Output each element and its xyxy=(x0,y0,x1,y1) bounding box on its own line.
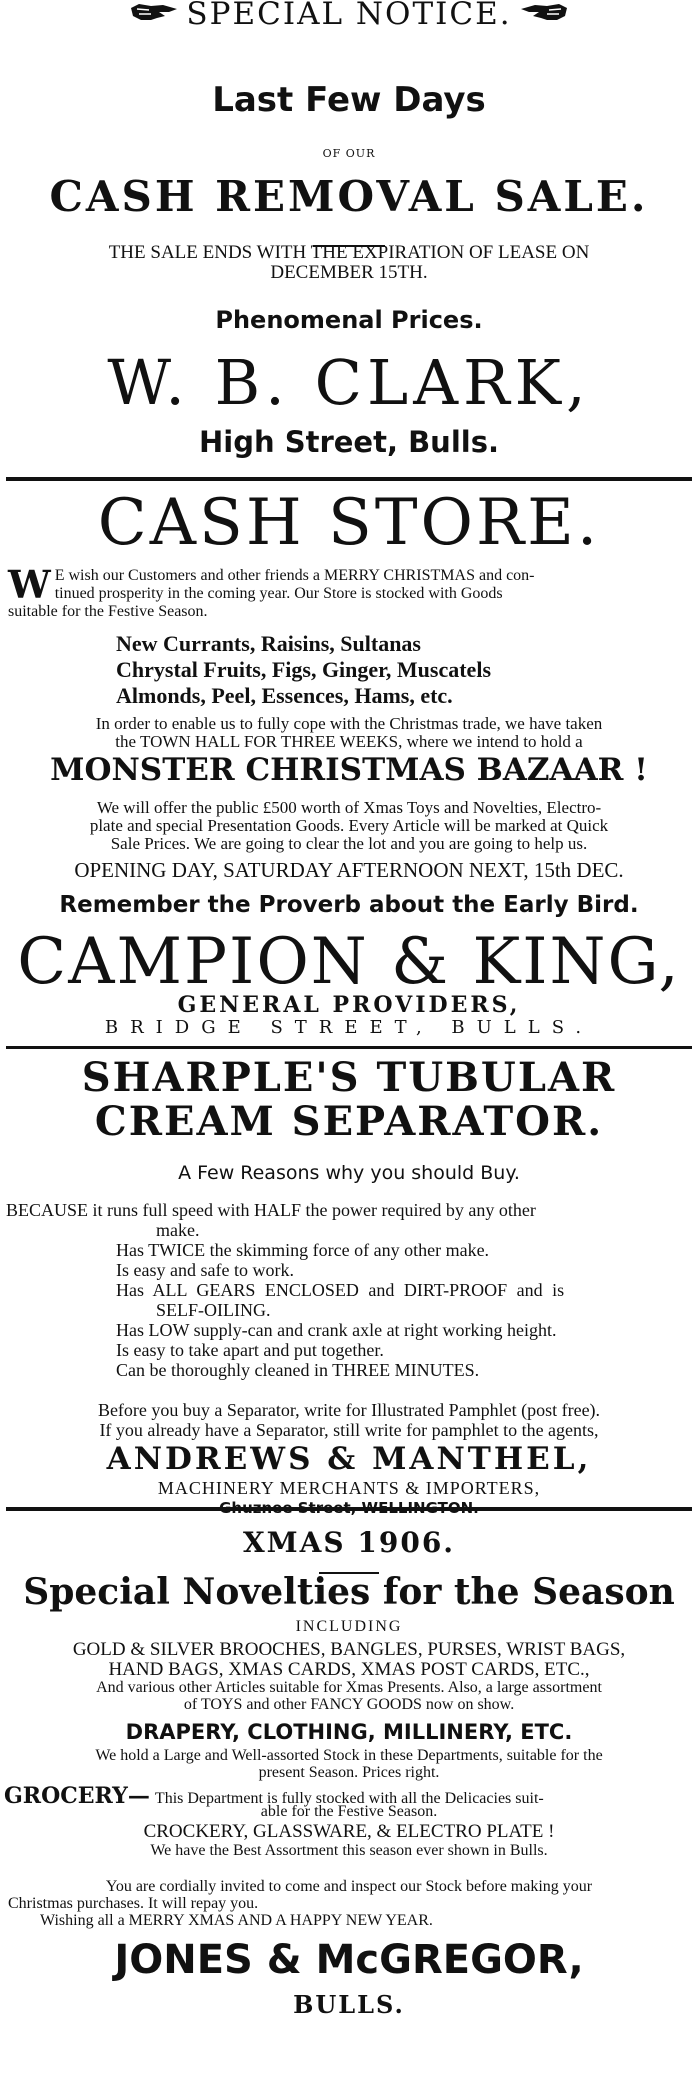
before-line-2: If you already have a Separator, still write for pamphlet to the agents, xyxy=(99,1420,599,1440)
jones-mcgregor-ad xyxy=(0,1512,698,2087)
pointing-hand-right-icon xyxy=(129,0,181,28)
items-line-3: And various other Articles suitable for Xmas Presents. Also, a large assortment xyxy=(96,1679,602,1696)
drapery-line-1: We hold a Large and Well-assorted Stock in these Departments, suitable for the xyxy=(95,1747,603,1764)
items-line-4: of TOYS and other FANCY GOODS now on show. xyxy=(183,1696,515,1713)
bazaar-heading: MONSTER CHRISTMAS BAZAAR ! xyxy=(50,752,648,788)
intro-line-2: tinued prosperity in the coming year. Our Store is stocked with Goods xyxy=(54,585,503,602)
xmas-including: INCLUDING xyxy=(295,1618,403,1635)
reason-line: Can be thoroughly cleaned in THREE MINUTES. xyxy=(116,1360,480,1380)
reason-line: Is easy to take apart and put together. xyxy=(116,1340,384,1360)
notice-line3: CASH REMOVAL SALE. xyxy=(49,172,649,221)
campion-king-address: BRIDGE STREET, BULLS. xyxy=(104,1017,594,1038)
campion-king-name: CAMPION & KING, xyxy=(17,925,681,999)
invite-line-1: You are cordially invited to come and inspect our Stock before making your xyxy=(105,1878,593,1895)
special-notice-ad xyxy=(0,0,698,475)
notice-heading: SPECIAL NOTICE. xyxy=(186,0,512,32)
divider-rule xyxy=(6,1046,692,1049)
notice-line4: THE SALE ENDS WITH THE EXPIRATION OF LEASE ON xyxy=(108,242,590,263)
reason-line: Has LOW supply-can and crank axle at right working height. xyxy=(116,1320,557,1340)
offer-line-1: We will offer the public £500 worth of Xmas Toys and Novelties, Electro- xyxy=(96,798,602,817)
trade-line-2: the TOWN HALL FOR THREE WEEKS, where we intend to hold a xyxy=(115,732,583,751)
drapery-heading: DRAPERY, CLOTHING, MILLINERY, ETC. xyxy=(125,1720,573,1744)
reason-line: SELF-OILING. xyxy=(156,1300,271,1320)
reason-line: Is easy and safe to work. xyxy=(116,1260,294,1280)
cash-store-dropcap: W xyxy=(8,562,51,607)
goods-line-3: Almonds, Peel, Essences, Hams, etc. xyxy=(116,683,453,708)
grocery-heading: GROCERY— xyxy=(4,1783,150,1809)
invite-line-2: Christmas purchases. It will repay you. xyxy=(8,1895,259,1912)
items-line-2: HAND BAGS, XMAS CARDS, XMAS POST CARDS, ETC., xyxy=(108,1659,590,1680)
offer-line-2: plate and special Presentation Goods. Every Article will be marked at Quick xyxy=(89,816,609,835)
notice-line1: Last Few Days xyxy=(212,80,486,120)
reason-line: Has TWICE the skimming force of any other make. xyxy=(116,1240,490,1260)
drapery-line-2: present Season. Prices right. xyxy=(258,1764,440,1781)
cash-store-intro xyxy=(8,562,688,621)
crockery-line: CROCKERY, GLASSWARE, & ELECTRO PLATE ! xyxy=(143,1821,555,1842)
notice-heading-row xyxy=(0,0,698,32)
agents-sub: MACHINERY MERCHANTS & IMPORTERS, xyxy=(157,1478,541,1498)
reason-line: make. xyxy=(156,1220,200,1240)
xmas-title: Special Novelties for the Season xyxy=(23,1571,675,1613)
separator-title-1: SHARPLE'S TUBULAR xyxy=(81,1054,617,1101)
intro-line-1: E wish our Customers and other friends a MERRY CHRISTMAS and con- xyxy=(54,567,535,584)
intro-line-3: suitable for the Festive Season. xyxy=(8,603,208,620)
notice-name: W. B. CLARK, xyxy=(107,346,591,419)
goods-line-1: New Currants, Raisins, Sultanas xyxy=(116,631,421,656)
separator-title-2: CREAM SEPARATOR. xyxy=(94,1098,604,1145)
goods-line-2: Chrystal Fruits, Figs, Ginger, Muscatels xyxy=(116,657,491,682)
notice-line5: DECEMBER 15TH. xyxy=(270,262,428,283)
assortment-line: We have the Best Assortment this season ever shown in Bulls. xyxy=(150,1842,548,1859)
before-line-1: Before you buy a Separator, write for Illustrated Pamphlet (post free). xyxy=(97,1400,601,1420)
notice-line6: Phenomenal Prices. xyxy=(215,306,483,334)
opening-day: OPENING DAY, SATURDAY AFTERNOON NEXT, 15th DEC. xyxy=(74,858,624,882)
divider-rule xyxy=(6,477,692,481)
cash-store-title: CASH STORE. xyxy=(97,486,601,560)
agents-name: ANDREWS & MANTHEL, xyxy=(106,1441,592,1477)
separator-subtitle: A Few Reasons why you should Buy. xyxy=(178,1162,520,1184)
offer-line-3: Sale Prices. We are going to clear the lot and you are going to help us. xyxy=(110,834,588,853)
cash-store-ad xyxy=(0,482,698,1042)
reason-line: BECAUSE it runs full speed with HALF the power required by any other xyxy=(6,1200,536,1220)
jones-mcgregor-town: BULLS. xyxy=(293,1990,405,2019)
campion-king-sub: GENERAL PROVIDERS, xyxy=(177,992,521,1018)
jones-mcgregor-name: JONES & McGREGOR, xyxy=(114,1937,584,1983)
divider-rule xyxy=(6,1507,692,1511)
xmas-year: XMAS 1906. xyxy=(242,1526,456,1559)
cream-separator-ad xyxy=(0,1050,698,1510)
grocery-line-2: able for the Festive Season. xyxy=(260,1803,438,1820)
trade-line-1: In order to enable us to fully cope with the Christmas trade, we have taken xyxy=(95,714,603,733)
notice-address: High Street, Bulls. xyxy=(199,425,499,459)
pointing-hand-left-icon xyxy=(517,0,569,28)
reason-line: Has ALL GEARS ENCLOSED and DIRT-PROOF and is xyxy=(116,1280,565,1300)
notice-line2: OF OUR xyxy=(322,147,376,160)
grocery-line-1: This Department is fully stocked with all the Delicacies suit- xyxy=(154,1790,544,1807)
proverb: Remember the Proverb about the Early Bird. xyxy=(59,892,639,918)
items-line-1: GOLD & SILVER BROOCHES, BANGLES, PURSES, WRIST BAGS, xyxy=(72,1639,626,1660)
invite-line-3: Wishing all a MERRY XMAS AND A HAPPY NEW YEAR. xyxy=(40,1912,433,1929)
